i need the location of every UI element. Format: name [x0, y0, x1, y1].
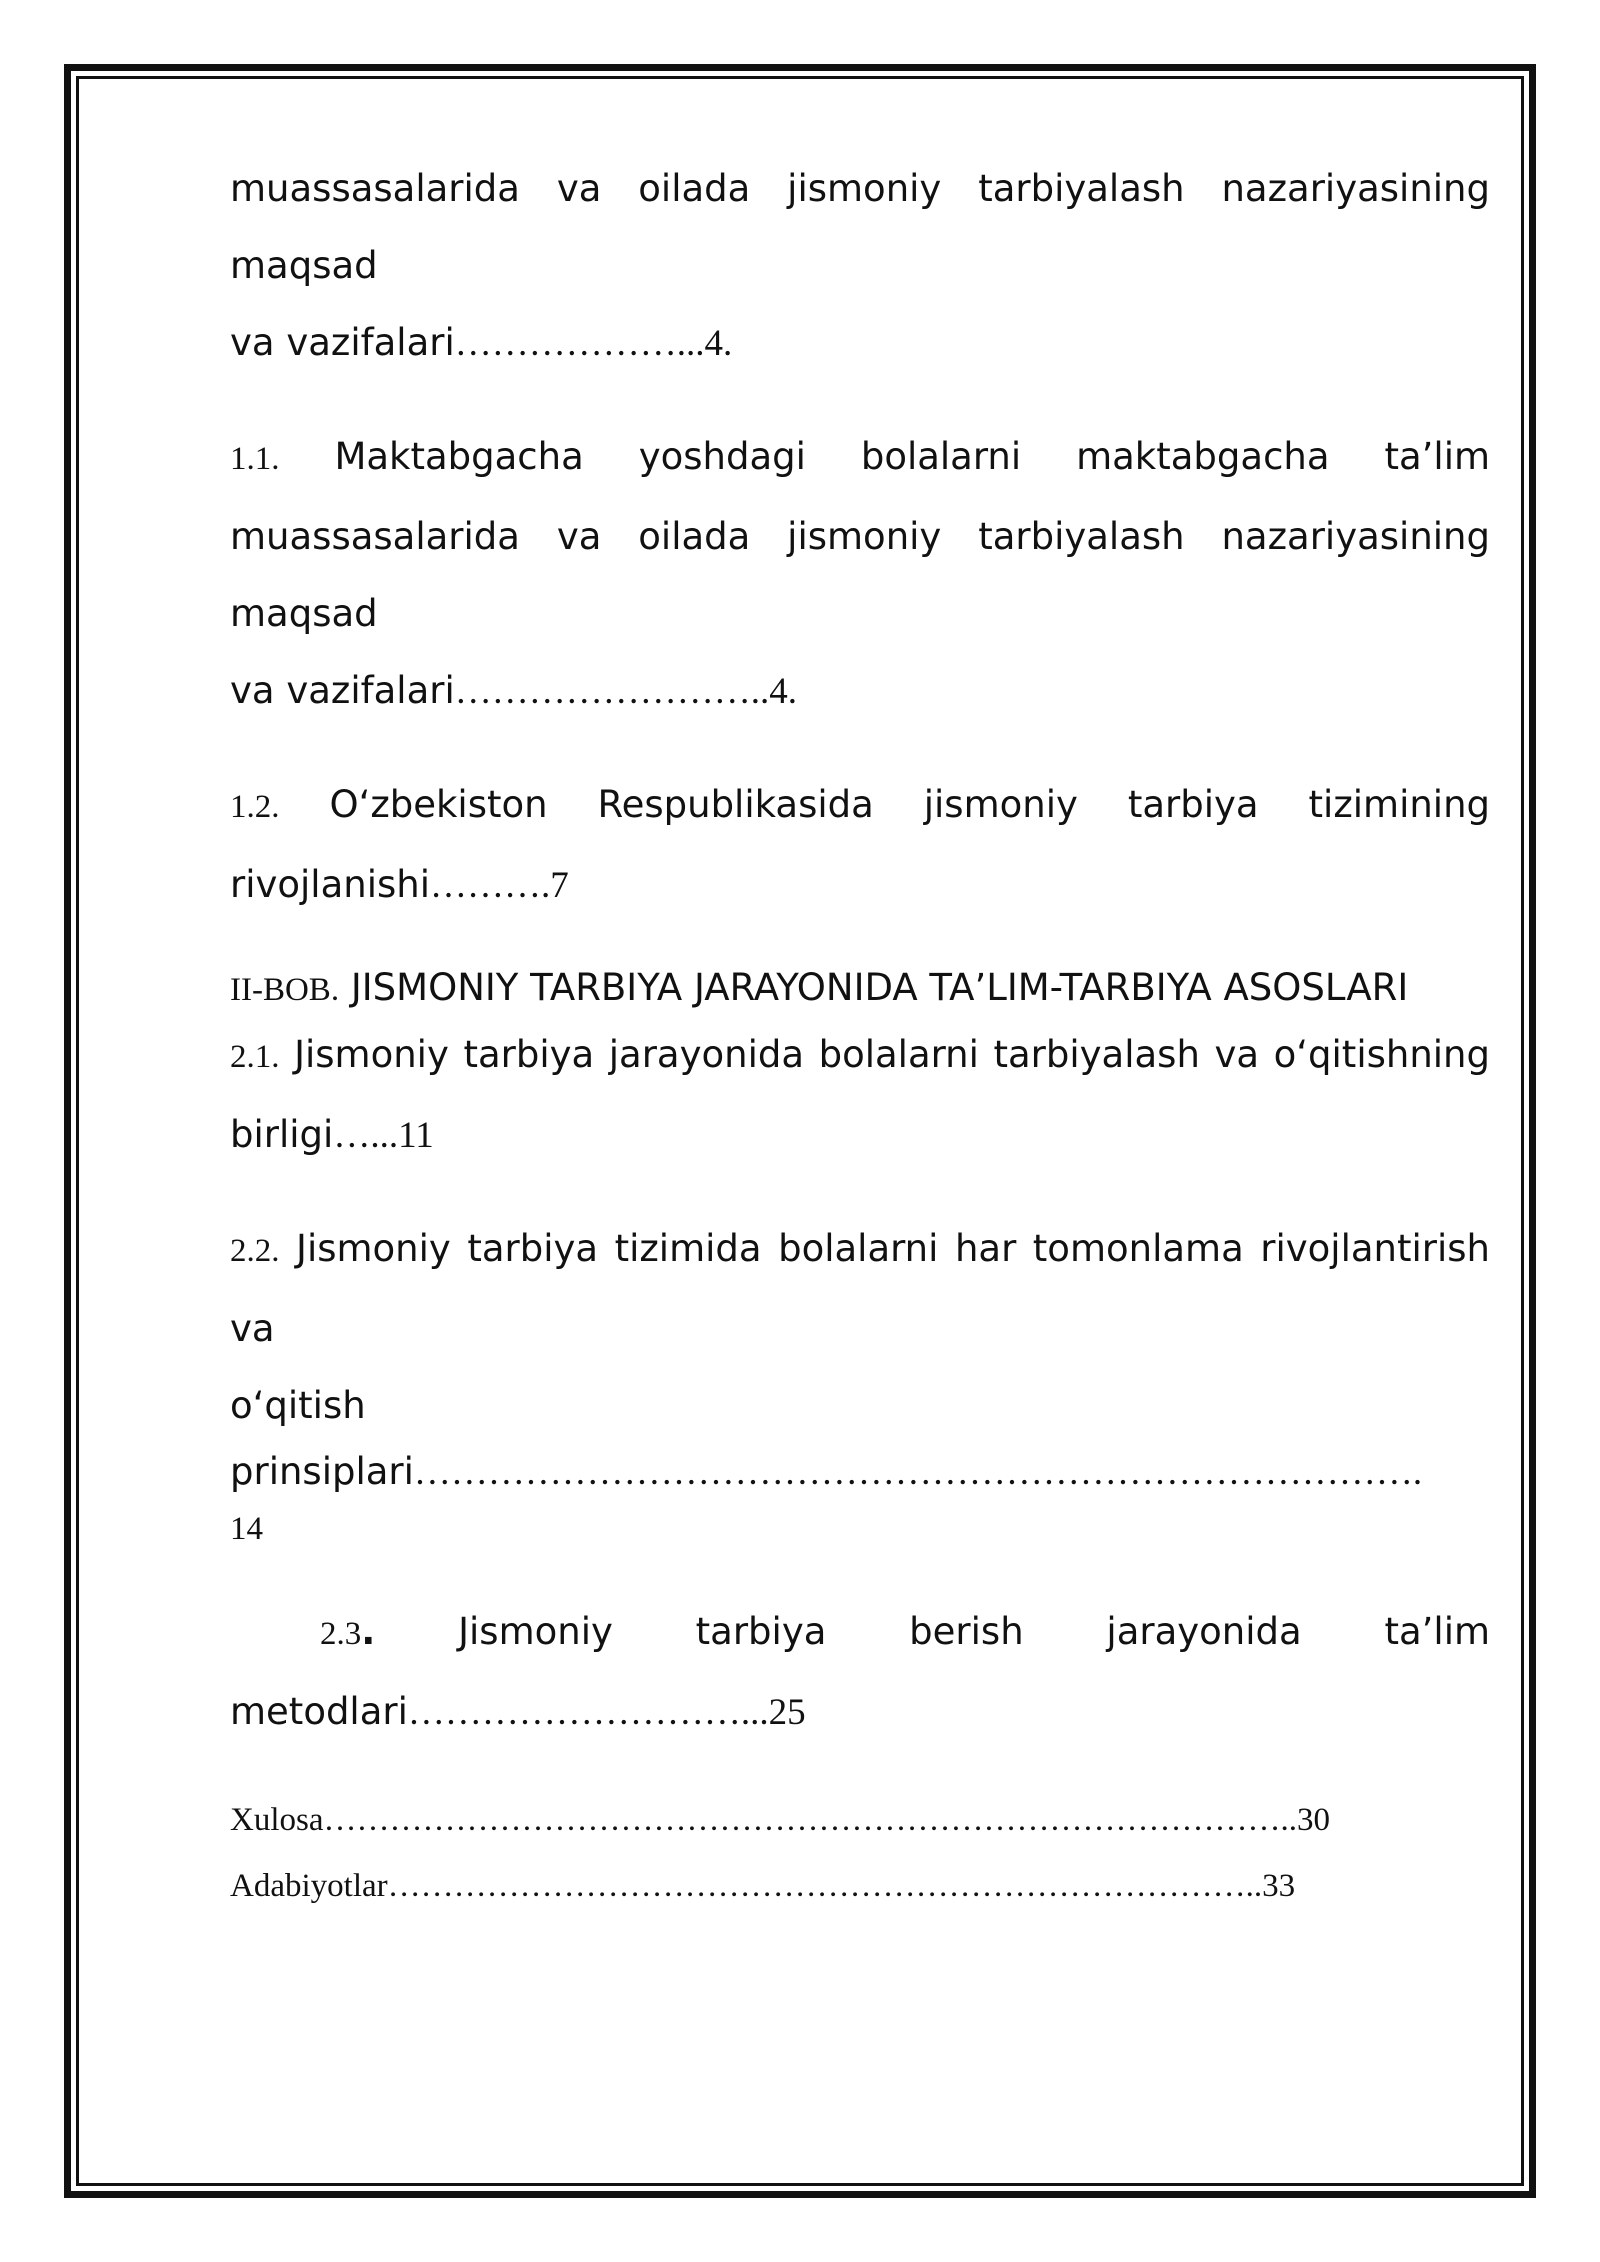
- toc-word: Maktabgacha: [334, 435, 584, 478]
- toc-entry-text: o‘qitish: [230, 1384, 366, 1427]
- toc-entry-2-1: [230, 1016, 1490, 1174]
- toc-entry-text: va vazifalari: [230, 669, 455, 712]
- toc-page-ref: ………………………...25: [407, 1692, 806, 1733]
- toc-page-ref: ……………………..4.: [454, 671, 797, 712]
- section-number-dot: .: [361, 1610, 376, 1653]
- toc-word: Respublikasida: [597, 783, 874, 826]
- toc-entry-text: birligi: [230, 1113, 334, 1156]
- toc-entry-text: Adabiyotlar: [230, 1868, 388, 1904]
- toc-entry-adabiyotlar: [230, 1853, 1490, 1919]
- chapter-2-heading: [230, 960, 1490, 1018]
- toc-page-ref: 14: [230, 1511, 263, 1547]
- chapter-title: JISMONIY TARBIYA JARAYONIDA TA’LIM-TARBIYA ASOSLARI: [339, 966, 1409, 1009]
- toc-word: maktabgacha: [1076, 435, 1330, 478]
- toc-word: tarbiya: [1127, 783, 1259, 826]
- toc-word: berish: [909, 1610, 1024, 1653]
- toc-page-ref: ……….7: [430, 865, 569, 906]
- toc-page-ref: ……………………………………………………………………..33: [387, 1868, 1296, 1904]
- toc-entry-xulosa: [230, 1787, 1490, 1853]
- toc-word: bolalarni: [860, 435, 1022, 478]
- section-number: [320, 1610, 375, 1653]
- toc-entry-text: va vazifalari: [230, 321, 455, 364]
- toc-entry-intro-continued: [230, 150, 1490, 382]
- toc-page-ref: ……………………………………………………………………………..30: [323, 1802, 1330, 1838]
- toc-entry-dotted-line: [230, 1444, 1490, 1501]
- toc-entry-text: rivojlanishi: [230, 863, 430, 906]
- toc-word: yoshdagi: [638, 435, 806, 478]
- toc-word: Jismoniy: [458, 1610, 613, 1653]
- section-number: 2.1.: [230, 1039, 280, 1075]
- toc-entry-2-3: [230, 1593, 1490, 1751]
- toc-entry-first-line: [230, 1210, 1490, 1367]
- toc-word: tarbiya: [695, 1610, 827, 1653]
- toc-entry-first-line: [230, 1593, 1490, 1673]
- toc-entry-text: muassasalarida va oilada jismoniy tarbiyalash nazariyasining maqsad: [230, 167, 1490, 287]
- toc-page-ref: ………………...4.: [454, 323, 733, 364]
- toc-entry-text: Xulosa: [230, 1802, 324, 1838]
- toc-word: ta’lim: [1384, 435, 1491, 478]
- toc-leader-dots: ……………………………………………………………………….: [413, 1452, 1423, 1493]
- toc-word: ta’lim: [1384, 1610, 1491, 1653]
- toc-word: jarayonida: [1106, 1610, 1302, 1653]
- toc-entry-1-2: [230, 766, 1490, 924]
- toc-entry-text: metodlari: [230, 1690, 408, 1733]
- toc-entry-2-2: [230, 1210, 1490, 1557]
- toc-entry-text: muassasalarida va oilada jismoniy tarbiyalash nazariyasining maqsad: [230, 515, 1490, 635]
- toc-entry-1-1: [230, 418, 1490, 730]
- toc-word: O‘zbekiston: [329, 783, 548, 826]
- toc-entry-text: Jismoniy tarbiya jarayonida bolalarni tarbiyalash va o‘qitishning: [279, 1033, 1490, 1076]
- toc-entry-first-line: [230, 418, 1490, 498]
- toc-page-ref: …...11: [333, 1115, 434, 1156]
- toc-word: tizimining: [1308, 783, 1491, 826]
- table-of-contents: [230, 150, 1490, 1919]
- section-number: 1.1.: [230, 441, 280, 477]
- section-number: 2.2.: [230, 1233, 280, 1269]
- toc-word: jismoniy: [923, 783, 1078, 826]
- toc-entry-text: Jismoniy tarbiya tizimida bolalarni har tomonlama rivojlantirish va: [230, 1227, 1490, 1350]
- toc-entry-first-line: [230, 1016, 1490, 1096]
- chapter-prefix: II-BOB.: [230, 972, 340, 1008]
- toc-entry-first-line: [230, 766, 1490, 846]
- section-number: 1.2.: [230, 789, 280, 825]
- section-number-digits: 2.3: [320, 1616, 362, 1652]
- toc-entry-text: prinsiplari: [230, 1450, 414, 1493]
